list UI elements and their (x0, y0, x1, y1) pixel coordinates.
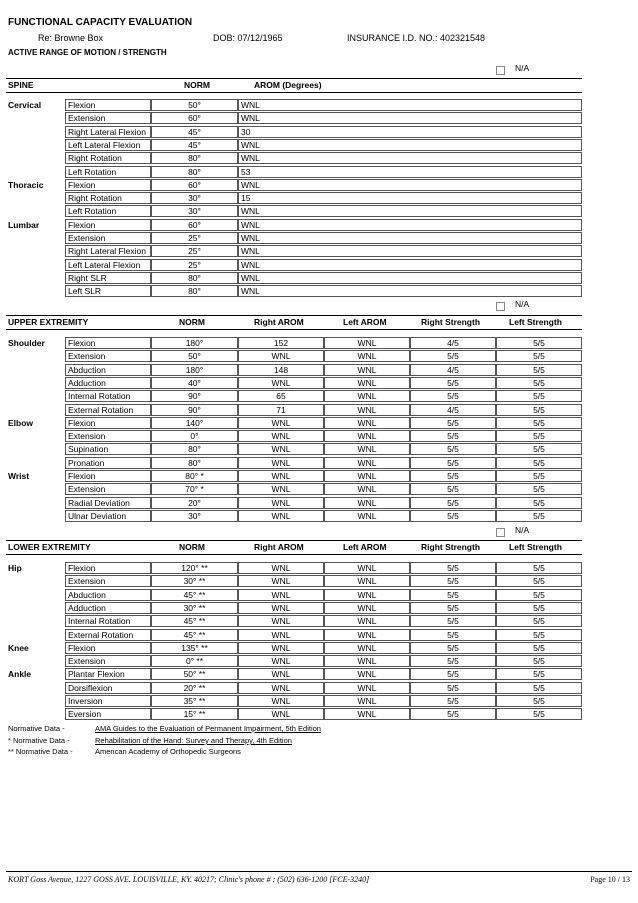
note-label: Normative Data - (8, 724, 65, 733)
right-strength-cell: 5/5 (410, 510, 496, 522)
norm-cell: 35° ** (151, 695, 238, 707)
spine-header-norm: NORM (184, 80, 210, 90)
norm-cell: 60° (151, 112, 238, 124)
right-strength-cell: 5/5 (410, 417, 496, 429)
left-strength-cell: 5/5 (496, 695, 582, 707)
note-source: Rehabilitation of the Hand: Survey and Therapy, 4th Edition (95, 736, 292, 745)
right-arom-cell: WNL (238, 377, 324, 389)
norm-cell: 45° ** (151, 629, 238, 641)
upper-header-larom: Left AROM (343, 317, 387, 327)
motion-cell: Right Lateral Flexion (65, 245, 151, 257)
motion-cell: Extension (65, 430, 151, 442)
category-label: Wrist (8, 471, 30, 481)
left-strength-cell: 5/5 (496, 602, 582, 614)
right-strength-cell: 5/5 (410, 708, 496, 720)
left-strength-cell: 5/5 (496, 615, 582, 627)
right-strength-cell: 5/5 (410, 589, 496, 601)
right-strength-cell: 5/5 (410, 443, 496, 455)
arom-cell: WNL (238, 232, 582, 244)
left-arom-cell: WNL (324, 337, 410, 349)
motion-cell: Flexion (65, 642, 151, 654)
upper-na-checkbox[interactable] (496, 302, 505, 311)
norm-cell: 80° (151, 166, 238, 178)
left-arom-cell: WNL (324, 404, 410, 416)
left-strength-cell: 5/5 (496, 497, 582, 509)
norm-cell: 40° (151, 377, 238, 389)
insurance-id: INSURANCE I.D. NO.: 402321548 (347, 33, 486, 43)
arom-cell: WNL (238, 99, 582, 111)
arom-cell: WNL (238, 179, 582, 191)
right-strength-cell: 5/5 (410, 457, 496, 469)
arom-cell: WNL (238, 272, 582, 284)
category-label: Cervical (8, 100, 42, 110)
motion-cell: Inversion (65, 695, 151, 707)
left-strength-cell: 5/5 (496, 629, 582, 641)
norm-cell: 80° (151, 152, 238, 164)
norm-cell: 30° ** (151, 602, 238, 614)
motion-cell: Flexion (65, 470, 151, 482)
motion-cell: Supination (65, 443, 151, 455)
left-strength-cell: 5/5 (496, 589, 582, 601)
note-label: ** Normative Data - (8, 747, 73, 756)
category-label: Hip (8, 563, 22, 573)
norm-cell: 140° (151, 417, 238, 429)
left-arom-cell: WNL (324, 708, 410, 720)
footer-address: KORT Goss Avenue, 1227 GOSS AVE. LOUISVILLE, KY. 40217; Clinic's phone # : (502) 636-1200 [FCE-3240] (8, 875, 370, 884)
left-strength-cell: 5/5 (496, 417, 582, 429)
motion-cell: Extension (65, 350, 151, 362)
norm-cell: 30° ** (151, 575, 238, 587)
motion-cell: Eversion (65, 708, 151, 720)
left-arom-cell: WNL (324, 457, 410, 469)
left-arom-cell: WNL (324, 589, 410, 601)
norm-cell: 50° (151, 350, 238, 362)
left-strength-cell: 5/5 (496, 350, 582, 362)
left-strength-cell: 5/5 (496, 575, 582, 587)
arom-cell: 15 (238, 192, 582, 204)
right-strength-cell: 5/5 (410, 615, 496, 627)
left-arom-cell: WNL (324, 695, 410, 707)
right-arom-cell: 152 (238, 337, 324, 349)
right-strength-cell: 5/5 (410, 377, 496, 389)
left-arom-cell: WNL (324, 417, 410, 429)
norm-cell: 80° (151, 443, 238, 455)
norm-cell: 180° (151, 364, 238, 376)
norm-cell: 80° * (151, 470, 238, 482)
norm-cell: 50° (151, 99, 238, 111)
norm-cell: 30° (151, 205, 238, 217)
note-source: American Academy of Orthopedic Surgeons (95, 747, 241, 756)
norm-cell: 180° (151, 337, 238, 349)
motion-cell: Left Lateral Flexion (65, 139, 151, 151)
motion-cell: Right SLR (65, 272, 151, 284)
right-strength-cell: 4/5 (410, 337, 496, 349)
norm-cell: 60° (151, 179, 238, 191)
right-strength-cell: 5/5 (410, 682, 496, 694)
motion-cell: Extension (65, 575, 151, 587)
left-arom-cell: WNL (324, 642, 410, 654)
norm-cell: 30° (151, 192, 238, 204)
lower-header-title: LOWER EXTREMITY (8, 542, 91, 552)
motion-cell: Radial Deviation (65, 497, 151, 509)
right-arom-cell: WNL (238, 642, 324, 654)
left-arom-cell: WNL (324, 350, 410, 362)
right-arom-cell: WNL (238, 457, 324, 469)
norm-cell: 80° (151, 457, 238, 469)
motion-cell: Adduction (65, 602, 151, 614)
left-arom-cell: WNL (324, 390, 410, 402)
left-strength-cell: 5/5 (496, 364, 582, 376)
category-label: Ankle (8, 669, 32, 679)
lower-na-label: N/A (515, 525, 530, 535)
motion-cell: Left Lateral Flexion (65, 259, 151, 271)
spine-na-label: N/A (515, 63, 530, 73)
right-arom-cell: WNL (238, 350, 324, 362)
right-strength-cell: 5/5 (410, 483, 496, 495)
note-source: AMA Guides to the Evaluation of Permanent Impairment, 5th Edition (95, 724, 321, 733)
upper-header-rarom: Right AROM (254, 317, 304, 327)
norm-cell: 25° (151, 232, 238, 244)
lower-na-checkbox[interactable] (496, 528, 505, 537)
lower-header-rarom: Right AROM (254, 542, 304, 552)
left-arom-cell: WNL (324, 497, 410, 509)
left-strength-cell: 5/5 (496, 337, 582, 349)
left-strength-cell: 5/5 (496, 430, 582, 442)
left-arom-cell: WNL (324, 575, 410, 587)
left-strength-cell: 5/5 (496, 404, 582, 416)
right-arom-cell: WNL (238, 589, 324, 601)
norm-cell: 135° ** (151, 642, 238, 654)
left-arom-cell: WNL (324, 443, 410, 455)
left-strength-cell: 5/5 (496, 377, 582, 389)
footer-divider (6, 871, 632, 872)
arom-cell: WNL (238, 139, 582, 151)
left-strength-cell: 5/5 (496, 443, 582, 455)
category-label: Knee (8, 643, 29, 653)
arom-cell: WNL (238, 219, 582, 231)
left-strength-cell: 5/5 (496, 708, 582, 720)
upper-na-label: N/A (515, 299, 530, 309)
document-title: FUNCTIONAL CAPACITY EVALUATION (8, 17, 193, 28)
motion-cell: Flexion (65, 219, 151, 231)
right-arom-cell: WNL (238, 483, 324, 495)
motion-cell: Abduction (65, 589, 151, 601)
left-strength-cell: 5/5 (496, 470, 582, 482)
right-arom-cell: WNL (238, 695, 324, 707)
arom-cell: 53 (238, 166, 582, 178)
norm-cell: 25° (151, 245, 238, 257)
motion-cell: Flexion (65, 179, 151, 191)
section-subtitle: ACTIVE RANGE OF MOTION / STRENGTH (8, 48, 167, 57)
category-label: Thoracic (8, 180, 44, 190)
norm-cell: 60° (151, 219, 238, 231)
right-strength-cell: 5/5 (410, 350, 496, 362)
right-strength-cell: 5/5 (410, 575, 496, 587)
left-arom-cell: WNL (324, 483, 410, 495)
left-strength-cell: 5/5 (496, 562, 582, 574)
left-arom-cell: WNL (324, 629, 410, 641)
motion-cell: External Rotation (65, 404, 151, 416)
right-arom-cell: WNL (238, 575, 324, 587)
norm-cell: 80° (151, 285, 238, 297)
motion-cell: Abduction (65, 364, 151, 376)
right-strength-cell: 5/5 (410, 470, 496, 482)
right-arom-cell: WNL (238, 443, 324, 455)
right-strength-cell: 4/5 (410, 364, 496, 376)
arom-cell: WNL (238, 245, 582, 257)
motion-cell: Extension (65, 655, 151, 667)
norm-cell: 70° * (151, 483, 238, 495)
left-strength-cell: 5/5 (496, 390, 582, 402)
right-arom-cell: WNL (238, 562, 324, 574)
norm-cell: 120° ** (151, 562, 238, 574)
arom-cell: WNL (238, 285, 582, 297)
norm-cell: 0° (151, 430, 238, 442)
motion-cell: Pronation (65, 457, 151, 469)
motion-cell: Right Lateral Flexion (65, 126, 151, 138)
lower-header-rstr: Right Strength (421, 542, 481, 552)
right-strength-cell: 5/5 (410, 695, 496, 707)
right-arom-cell: WNL (238, 629, 324, 641)
category-label: Lumbar (8, 220, 40, 230)
motion-cell: Extension (65, 483, 151, 495)
motion-cell: Left Rotation (65, 166, 151, 178)
motion-cell: Extension (65, 232, 151, 244)
norm-cell: 45° ** (151, 589, 238, 601)
motion-cell: Plantar Flexion (65, 668, 151, 680)
left-arom-cell: WNL (324, 470, 410, 482)
norm-cell: 90° (151, 404, 238, 416)
left-strength-cell: 5/5 (496, 457, 582, 469)
right-arom-cell: WNL (238, 668, 324, 680)
motion-cell: Internal Rotation (65, 390, 151, 402)
left-arom-cell: WNL (324, 668, 410, 680)
right-arom-cell: WNL (238, 510, 324, 522)
lower-header (6, 540, 582, 555)
spine-na-checkbox[interactable] (496, 66, 505, 75)
motion-cell: Flexion (65, 99, 151, 111)
motion-cell: Dorsiflexion (65, 682, 151, 694)
left-arom-cell: WNL (324, 364, 410, 376)
norm-cell: 25° (151, 259, 238, 271)
arom-cell: 30 (238, 126, 582, 138)
right-strength-cell: 4/5 (410, 404, 496, 416)
spine-header-arom: AROM (Degrees) (254, 80, 322, 90)
right-strength-cell: 5/5 (410, 562, 496, 574)
upper-header-rstr: Right Strength (421, 317, 481, 327)
lower-header-norm: NORM (179, 542, 205, 552)
left-arom-cell: WNL (324, 377, 410, 389)
right-strength-cell: 5/5 (410, 642, 496, 654)
right-arom-cell: WNL (238, 615, 324, 627)
patient-dob: DOB: 07/12/1965 (213, 33, 283, 43)
motion-cell: Right Rotation (65, 152, 151, 164)
right-arom-cell: 65 (238, 390, 324, 402)
right-arom-cell: 148 (238, 364, 324, 376)
upper-header-norm: NORM (179, 317, 205, 327)
left-arom-cell: WNL (324, 615, 410, 627)
upper-header-lstr: Left Strength (509, 317, 562, 327)
right-arom-cell: WNL (238, 682, 324, 694)
upper-header (6, 315, 582, 330)
left-strength-cell: 5/5 (496, 510, 582, 522)
motion-cell: Internal Rotation (65, 615, 151, 627)
right-strength-cell: 5/5 (410, 497, 496, 509)
motion-cell: Left SLR (65, 285, 151, 297)
motion-cell: Flexion (65, 562, 151, 574)
category-label: Shoulder (8, 338, 45, 348)
norm-cell: 90° (151, 390, 238, 402)
spine-header (6, 78, 582, 93)
right-strength-cell: 5/5 (410, 655, 496, 667)
motion-cell: Extension (65, 112, 151, 124)
right-arom-cell: WNL (238, 497, 324, 509)
norm-cell: 20° (151, 497, 238, 509)
motion-cell: Adduction (65, 377, 151, 389)
left-strength-cell: 5/5 (496, 668, 582, 680)
note-label: * Normative Data - (8, 736, 70, 745)
norm-cell: 0° ** (151, 655, 238, 667)
norm-cell: 45° (151, 126, 238, 138)
patient-name: Re: Browne Box (38, 33, 104, 43)
left-arom-cell: WNL (324, 562, 410, 574)
norm-cell: 15° ** (151, 708, 238, 720)
page-number: Page 10 / 13 (590, 875, 630, 884)
right-strength-cell: 5/5 (410, 668, 496, 680)
right-arom-cell: WNL (238, 602, 324, 614)
upper-header-title: UPPER EXTREMITY (8, 317, 89, 327)
motion-cell: External Rotation (65, 629, 151, 641)
norm-cell: 50° ** (151, 668, 238, 680)
arom-cell: WNL (238, 112, 582, 124)
right-arom-cell: WNL (238, 655, 324, 667)
norm-cell: 30° (151, 510, 238, 522)
right-arom-cell: WNL (238, 417, 324, 429)
right-arom-cell: 71 (238, 404, 324, 416)
arom-cell: WNL (238, 205, 582, 217)
lower-header-lstr: Left Strength (509, 542, 562, 552)
motion-cell: Flexion (65, 417, 151, 429)
motion-cell: Right Rotation (65, 192, 151, 204)
spine-header-title: SPINE (8, 80, 34, 90)
right-strength-cell: 5/5 (410, 602, 496, 614)
norm-cell: 80° (151, 272, 238, 284)
left-strength-cell: 5/5 (496, 682, 582, 694)
left-arom-cell: WNL (324, 682, 410, 694)
left-strength-cell: 5/5 (496, 483, 582, 495)
left-arom-cell: WNL (324, 430, 410, 442)
right-strength-cell: 5/5 (410, 390, 496, 402)
arom-cell: WNL (238, 259, 582, 271)
left-strength-cell: 5/5 (496, 655, 582, 667)
motion-cell: Flexion (65, 337, 151, 349)
lower-header-larom: Left AROM (343, 542, 387, 552)
category-label: Elbow (8, 418, 34, 428)
right-arom-cell: WNL (238, 470, 324, 482)
left-arom-cell: WNL (324, 602, 410, 614)
norm-cell: 45° ** (151, 615, 238, 627)
left-arom-cell: WNL (324, 510, 410, 522)
right-arom-cell: WNL (238, 430, 324, 442)
right-arom-cell: WNL (238, 708, 324, 720)
norm-cell: 20° ** (151, 682, 238, 694)
motion-cell: Ulnar Deviation (65, 510, 151, 522)
motion-cell: Left Rotation (65, 205, 151, 217)
left-arom-cell: WNL (324, 655, 410, 667)
arom-cell: WNL (238, 152, 582, 164)
left-strength-cell: 5/5 (496, 642, 582, 654)
right-strength-cell: 5/5 (410, 629, 496, 641)
norm-cell: 45° (151, 139, 238, 151)
right-strength-cell: 5/5 (410, 430, 496, 442)
